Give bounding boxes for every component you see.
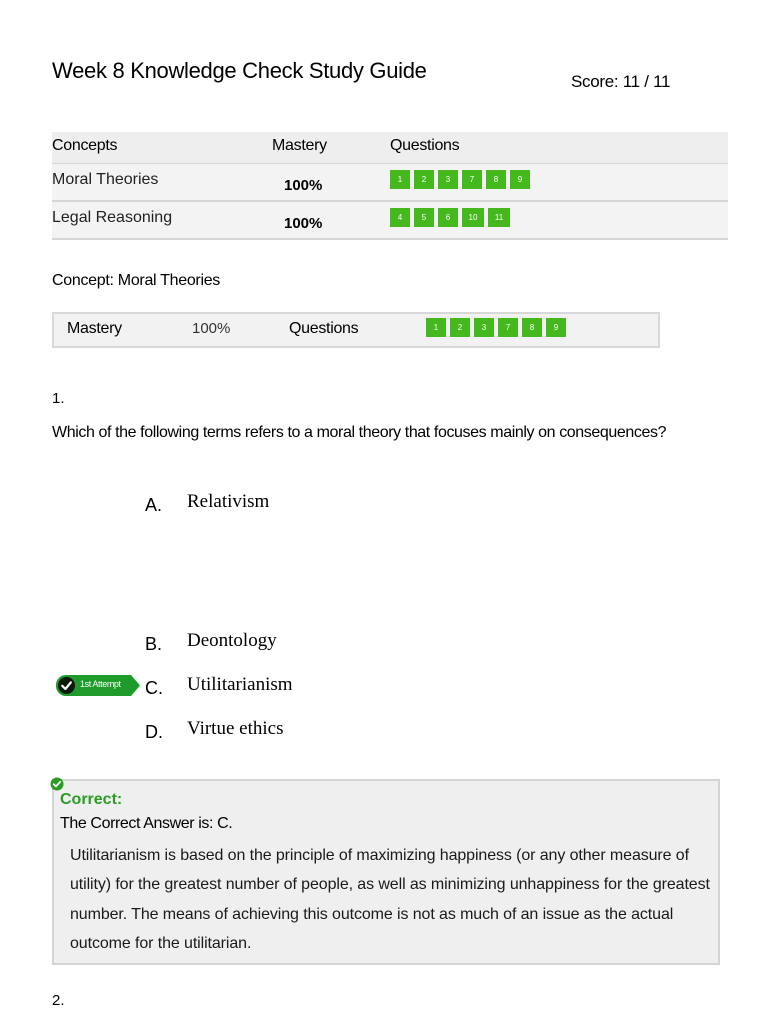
- question-link-9[interactable]: 9: [546, 318, 566, 337]
- question-text: Which of the following terms refers to a moral theory that focuses mainly on consequences?: [52, 424, 667, 441]
- questions-label: Questions: [289, 320, 359, 337]
- question-number: 1.: [52, 390, 65, 407]
- question-link-8[interactable]: 8: [522, 318, 542, 337]
- concept-mastery: 100%: [284, 177, 323, 194]
- concepts-table: [52, 132, 728, 240]
- question-link-7[interactable]: 7: [462, 170, 482, 189]
- concept-name[interactable]: Moral Theories: [52, 171, 159, 188]
- concept-name[interactable]: Legal Reasoning: [52, 209, 173, 226]
- concept-mastery-bar: [52, 312, 660, 348]
- check-circle-icon: [50, 777, 64, 791]
- table-row-moral-theories: [52, 164, 728, 202]
- question-number: 2.: [52, 992, 65, 1009]
- option-letter: A.: [145, 495, 163, 515]
- option-text: Deontology: [187, 630, 277, 651]
- table-row-legal-reasoning: [52, 202, 728, 240]
- mastery-label: Mastery: [67, 320, 122, 337]
- concept-heading: Concept: Moral Theories: [52, 272, 220, 289]
- feedback-status: Correct:: [60, 791, 123, 808]
- page-title: Week 8 Knowledge Check Study Guide: [52, 58, 427, 83]
- option-letter: C.: [145, 678, 163, 698]
- correct-answer: The Correct Answer is: C.: [60, 815, 233, 832]
- option-text: Virtue ethics: [187, 718, 284, 739]
- question-link-1[interactable]: 1: [426, 318, 446, 337]
- attempt-badge: [56, 675, 140, 696]
- option-text: Utilitarianism: [187, 674, 293, 695]
- question-link-3[interactable]: 3: [438, 170, 458, 189]
- option-letter: D.: [145, 722, 163, 742]
- question-link-8[interactable]: 8: [486, 170, 506, 189]
- mastery-value: 100%: [192, 320, 231, 337]
- attempt-label: 1st Attempt: [80, 679, 121, 689]
- question-link-4[interactable]: 4: [390, 208, 410, 227]
- question-link-1[interactable]: 1: [390, 170, 410, 189]
- concept-question-links: [426, 318, 570, 337]
- question-link-6[interactable]: 6: [438, 208, 458, 227]
- header-questions: Questions: [390, 137, 460, 154]
- option-letter: B.: [145, 634, 163, 654]
- concept-mastery: 100%: [284, 215, 323, 232]
- header-concepts: Concepts: [52, 137, 118, 154]
- feedback-panel: [52, 779, 720, 965]
- question-link-11[interactable]: 11: [488, 208, 510, 227]
- option-text: Relativism: [187, 491, 270, 512]
- question-link-9[interactable]: 9: [510, 170, 530, 189]
- question-link-3[interactable]: 3: [474, 318, 494, 337]
- question-link-5[interactable]: 5: [414, 208, 434, 227]
- concept-question-links: [390, 170, 534, 189]
- concept-question-links: [390, 208, 514, 227]
- question-link-2[interactable]: 2: [450, 318, 470, 337]
- question-link-2[interactable]: 2: [414, 170, 434, 189]
- header-mastery: Mastery: [272, 137, 327, 154]
- concepts-table-header: [52, 132, 728, 164]
- question-link-7[interactable]: 7: [498, 318, 518, 337]
- answer-explanation: Utilitarianism is based on the principle of maximizing happiness (or any other measure of utility) for the greatest number of people, as well as minimizing unhappiness for the greatest number. The means of achieving this outcome is not as much of an issue as the actual outcome for the utilitarian.: [70, 847, 710, 952]
- question-link-10[interactable]: 10: [462, 208, 484, 227]
- score-label: Score: 11 / 11: [571, 72, 671, 91]
